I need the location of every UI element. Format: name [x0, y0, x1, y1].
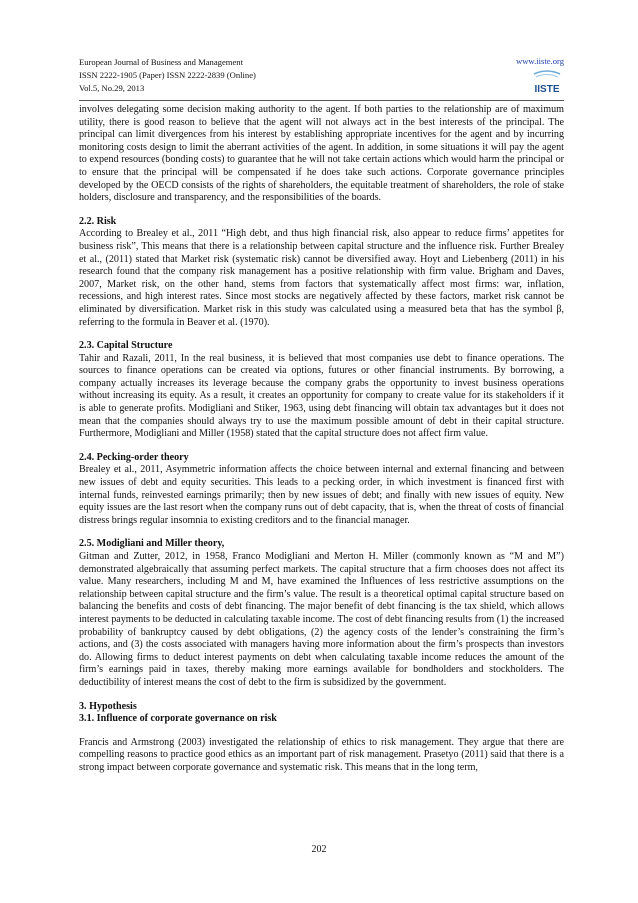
paragraph-risk: According to Brealey et al., 2011 “High debt, and thus high financial risk, also appear to reduce firms’ appetites for business risk”, This means that there is a relationship between capital structure and the influence risk. Further Brealey et al., (2011) stated that Market risk (systematic risk) cannot be diversified away. Hoyt and Liebenberg (2011) in his research found that the company risk management has a positive relationship with firm value. Brigham and Daves, 2007, Market risk, on the other hand, stems from factors that systematically affect most firms: war, inflation, recessions, and high interest rates. Since most stocks are negatively affected by these factors, market risk cannot be eliminated by diversification. Market risk in this study was calculated using a measured beta that has the symbol β, referring to the formula in Beaver et al. (1970).	[79, 228, 564, 328]
heading-capital-structure: 2.3. Capital Structure	[79, 340, 173, 352]
paragraph-influence: Francis and Armstrong (2003) investigated the relationship of ethics to risk management. They argue that there are compelling reasons to practice good ethics as an important part of risk management. Prasetyo (2011) said that there is a strong impact between corporate governance and systematic risk. This means that in the long term,	[79, 736, 564, 773]
paragraph-pecking-order: Brealey et al., 2011, Asymmetric information affects the choice between internal and external financing and between new issues of debt and equity securities. This leads to a pecking order, in which investment is financed first with internal funds, reinvested earnings primarily; then by new issues of debt; and finally with new issues of equity. New equity issues are the last resort when the company runs out of debt capacity, that is, when the threat of costs of financial distress brings regular insomnia to existing creditors and to the financial manager.	[79, 464, 564, 526]
journal-issn: ISSN 2222-1905 (Paper) ISSN 2222-2839 (Online)	[79, 70, 256, 80]
paragraph-intro: involves delegating some decision making authority to the agent. If both parties to the relationship are of maximum utility, there is good reason to believe that the agent will not always act in the best interests of the principal. The principal can limit divergences from his interest by establishing appropriate incentives for the agent and by incurring monitoring costs design to limit the aberrant activities of the agent. In addition, in some situations it will pay the agent to expend resources (bonding costs) to guarantee that he will not take certain actions which would harm the principal or to ensure that the principal will be compensated if he does take such actions. Corporate governance principles developed by the OECD consists of the rights of shareholders, the equitable treatment of shareholders, the role of stake holders, disclosure and transparency, and the responsibilities of the boards.	[79, 104, 564, 204]
article-body	[79, 104, 564, 775]
journal-name: European Journal of Business and Management	[79, 57, 243, 67]
heading-influence: 3.1. Influence of corporate governance on risk	[79, 713, 277, 725]
journal-volume: Vol.5, No.29, 2013	[79, 83, 145, 93]
paragraph-capital-structure: Tahir and Razali, 2011, In the real business, it is believed that most companies use debt to finance operations. The sources to finance operations can be created via options, futures or other financial instruments. By borrowing, a company actually increases its leverage because the company grabs the opportunity to invest business operations without increasing its equity. As a result, it creates an opportunity for company to create value for its stakeholders if it is able to generate profits. Modigliani and Stiker, 1963, using debt financing will obtain tax advantages but it does not mean that the companies should always try to use the maximum possible amount of debt in their capital structure. Furthermore, Modigliani and Miller (1958) stated that the capital structure does not affect firm value.	[79, 352, 564, 440]
journal-url-link[interactable]: www.iiste.org	[516, 56, 564, 66]
journal-header	[79, 56, 564, 100]
logo-text: IISTE	[534, 84, 560, 95]
heading-risk: 2.2. Risk	[79, 215, 117, 227]
page-number: 202	[311, 844, 327, 855]
heading-modigliani-miller: 2.5. Modigliani and Miller theory,	[79, 538, 225, 550]
heading-pecking-order: 2.4. Pecking-order theory	[79, 451, 189, 463]
heading-hypothesis: 3. Hypothesis	[79, 700, 137, 712]
header-rule	[79, 100, 564, 101]
iiste-logo	[530, 70, 564, 97]
paragraph-modigliani-miller: Gitman and Zutter, 2012, in 1958, Franco Modigliani and Merton H. Miller (commonly known as “M and M”) demonstrated algebraically that assuming perfect markets. The capital structure that a firm chooses does not affect its value. Many researchers, including M and M, have examined the Influences of less restrictive assumptions on the relationship between capital structure and the firm’s value. The result is a theoretical optimal capital structure based on balancing the benefits and costs of debt financing. The major benefit of debt financing is the tax shield, which allows interest payments to be deducted in calculating taxable income. The cost of debt financing results from (1) the increased probability of bankruptcy caused by debt obligations, (2) the agency costs of the lender’s constraining the firm’s actions, and (3) the costs associated with managers having more information about the firm’s prospects than investors do. Allowing firms to deduct interest payments on debt when calculating taxable income reduces the amount of the firm’s earnings paid in taxes, thereby making more earnings available for bondholders and stockholders. The deductibility of interest means the cost of debt to the firm is subsidized by the government.	[79, 551, 564, 688]
